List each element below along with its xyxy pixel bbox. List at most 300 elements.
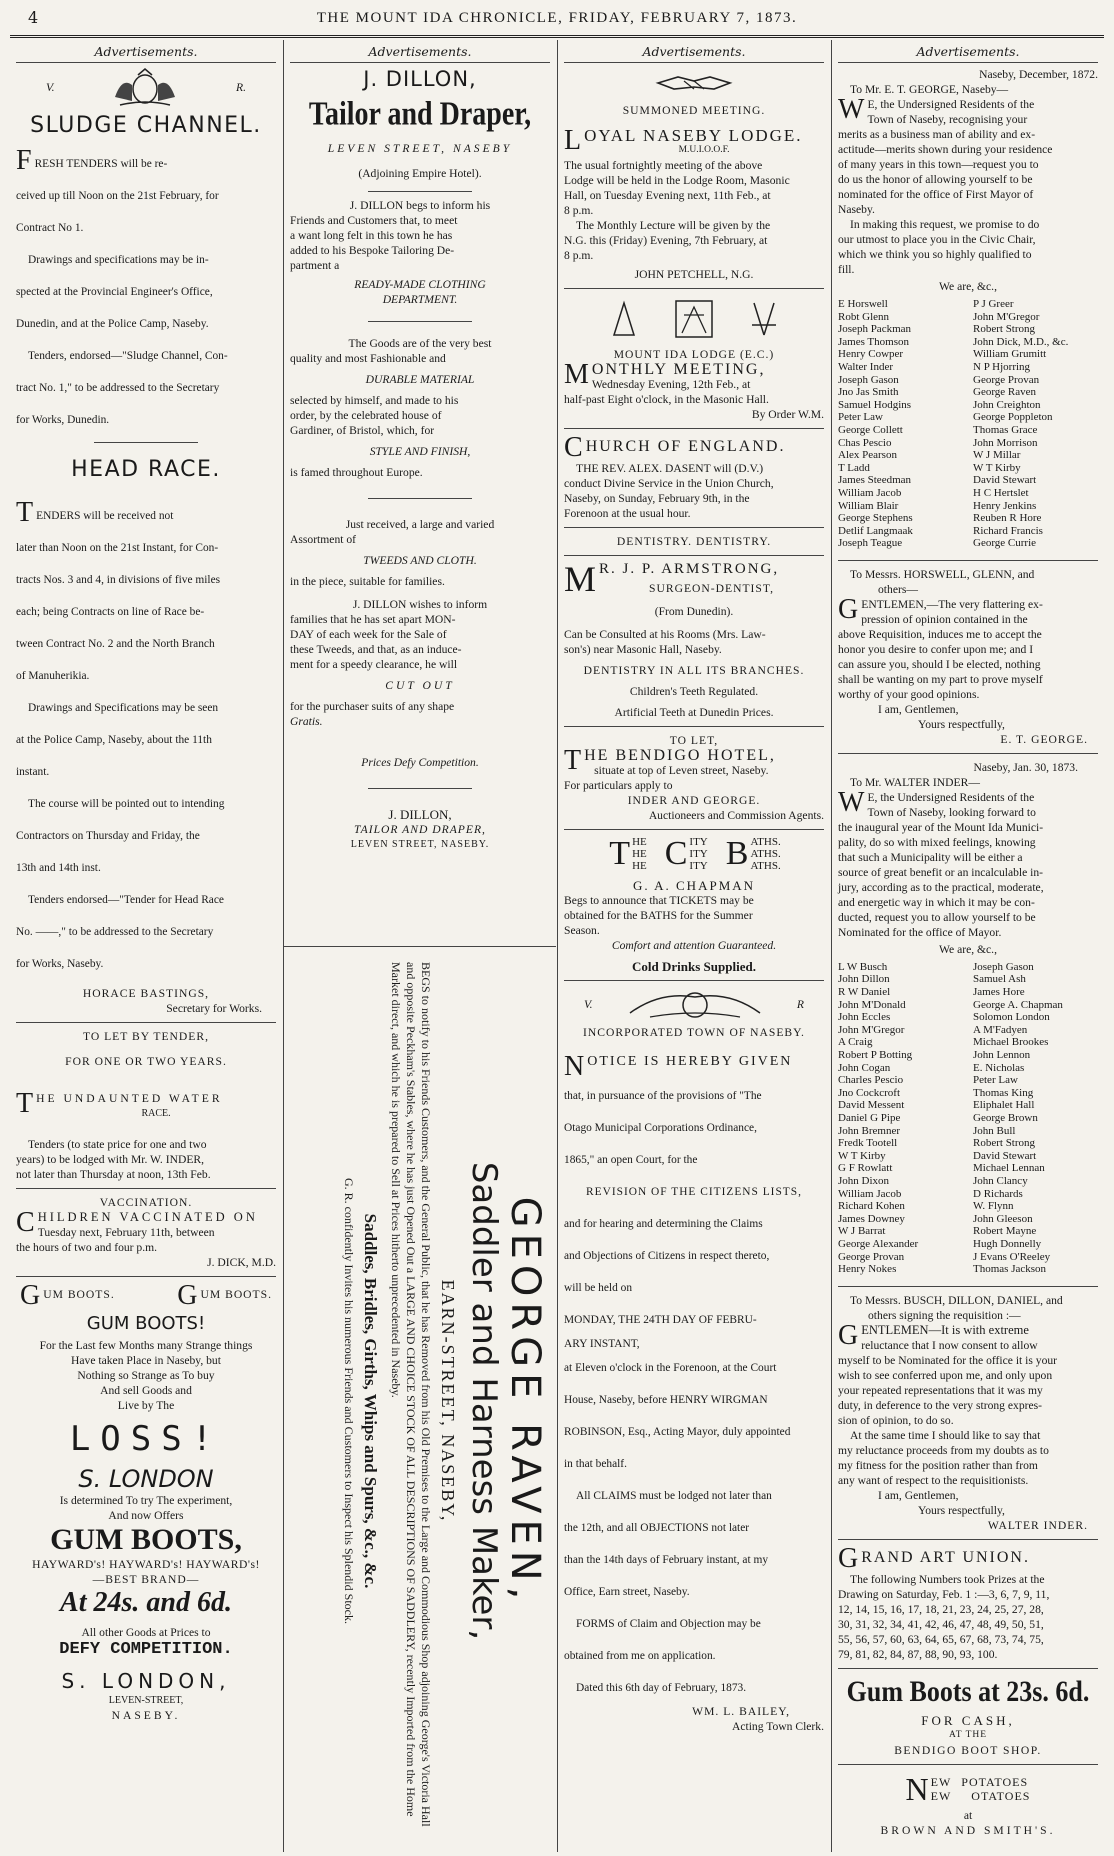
masthead: [10, 4, 1104, 38]
signatory-name: Alex Pearson: [838, 449, 897, 462]
divider: [838, 753, 1098, 754]
church-title: HURCH OF ENGLAND.: [585, 438, 786, 455]
gum-boots-headline: GUM BOOTS,: [50, 1523, 242, 1556]
column-heading: Advertisements.: [838, 40, 1098, 63]
ad-line: Naseby.: [838, 203, 875, 216]
ad-line: than the 14th days of February instant, at my: [564, 1554, 769, 1566]
notice-title: OTICE IS HEREBY GIVEN: [587, 1054, 793, 1069]
signature: J. DICK, M.D.: [207, 1256, 276, 1269]
dentist-name: R. J. P. ARMSTRONG,: [599, 561, 780, 577]
signatory-name: William Jacob: [838, 1187, 902, 1200]
ad-line: Drawings and specifications may be in-: [28, 254, 209, 266]
divider: [564, 555, 824, 556]
drop-cap: G: [20, 1280, 41, 1311]
style-and-finish: STYLE AND FINISH,: [369, 445, 471, 458]
signature: JOHN PETCHELL, N.G.: [634, 268, 754, 281]
signatory-name: Thomas Jackson: [973, 1263, 1047, 1276]
signatory-name: John M'Gregor: [838, 1023, 905, 1036]
ad-line: not later than Thursday at noon, 13th Feb.: [16, 1168, 211, 1181]
ad-line: 8 p.m.: [564, 249, 594, 262]
signatory-name: Peter Law: [838, 411, 883, 424]
signatory-name: John Morrison: [973, 436, 1038, 449]
signatory-name: E Horswell: [838, 298, 888, 310]
to-let-ad: [16, 1029, 276, 1182]
ad-line: spected at the Provincial Engineer's Office,: [16, 286, 213, 298]
ad-line: honor you desire to confer upon me; and I: [838, 642, 1034, 656]
ad-line: pression of opinion contained in the: [861, 612, 1028, 626]
gum-boots-head: UM BOOTS.: [43, 1288, 115, 1301]
ad-line: son's) near Masonic Hall, Naseby.: [564, 643, 722, 656]
ad-line: Friends and Customers that, to meet: [290, 214, 458, 227]
dentist-ad: [564, 534, 824, 720]
signatory-name: John Dick, M.D., &c.: [973, 335, 1069, 348]
ad-line: Dated this 6th day of February, 1873.: [576, 1682, 747, 1694]
signatory-name: W J Barrat: [838, 1225, 886, 1238]
ad-line: 13th and 14th inst.: [16, 862, 101, 874]
signatory-name: D Richards: [973, 1187, 1023, 1200]
dillon-sign: LEVEN STREET, NASEBY.: [350, 839, 490, 850]
ad-line: Begs to announce that TICKETS may be: [564, 894, 754, 907]
signatory-name: Thomas Grace: [973, 423, 1038, 436]
signatory-name: Joseph Teague: [838, 537, 903, 550]
vaccination-title: VACCINATION.: [99, 1196, 193, 1209]
signatories: [838, 961, 1098, 1276]
incorporated-town: INCORPORATED TOWN OF NASEBY.: [583, 1026, 805, 1039]
dillon-adjoining: (Adjoining Empire Hotel).: [358, 167, 482, 180]
baths-word: ATHS.: [750, 848, 781, 860]
divider: [368, 321, 472, 322]
ad-line: partment a: [290, 259, 340, 272]
baths-ad: [564, 836, 824, 974]
ad-line: E, the Undersigned Residents of the: [867, 98, 1035, 111]
lodge-sub: M.U.I.O.O.F.: [678, 145, 730, 155]
column-3: [558, 40, 830, 1852]
ad-line: a want long felt in this town he has: [290, 229, 453, 242]
signatory-name: J Evans O'Reeley: [973, 1250, 1051, 1263]
divider: [838, 1286, 1098, 1287]
drop-cap: T: [564, 745, 582, 776]
signatory-name: John Clancy: [973, 1174, 1028, 1187]
ad-line: tween Contract No. 2 and the North Branch: [16, 638, 215, 650]
signatory-name: Eliphalet Hall: [973, 1099, 1035, 1112]
ad-line: each; being Contracts on line of Race be-: [16, 606, 205, 618]
ad-line: worthy of your good opinions.: [838, 687, 980, 701]
signatory-name: Samuel Hodgins: [838, 398, 912, 411]
to-let-title: TO LET BY TENDER,: [82, 1030, 210, 1043]
chapman-name: G. A. CHAPMAN: [632, 878, 756, 893]
ad-line: pality, do so with mixed feelings, knowing: [838, 835, 1036, 849]
ad-line: Otago Municipal Corporations Ordinance,: [564, 1122, 757, 1134]
dillon-street: LEVEN STREET, NASEBY: [327, 142, 513, 155]
crest-letter-v: V.: [46, 80, 55, 94]
reply-to: others signing the requisition :—: [868, 1308, 1021, 1322]
at-the: AT THE: [948, 1729, 988, 1740]
we-are: We are, &c.,: [939, 942, 997, 956]
signatory-name: Robert Mayne: [973, 1225, 1037, 1238]
mount-ida-lodge: MOUNT IDA LODGE (E.C.): [613, 348, 775, 361]
ad-line: that, in pursuance of the provisions of "The: [564, 1090, 762, 1102]
ad-line: Have taken Place in Naseby, but: [71, 1354, 221, 1367]
handshake-icon: [654, 67, 734, 97]
ad-line: For particulars apply to: [564, 779, 673, 792]
ad-line: The following Numbers took Prizes at the: [850, 1572, 1045, 1586]
signatory-name: George Provan: [973, 373, 1040, 386]
price-headline: At 24s. and 6d.: [60, 1587, 232, 1618]
signatory-name: W J Millar: [973, 449, 1021, 462]
signatory-name: Robert Strong: [973, 323, 1036, 336]
signatory-name: Charles Pescio: [838, 1074, 904, 1087]
signatory-name: Chas Pescio: [838, 436, 892, 449]
cold-drinks: Cold Drinks Supplied.: [632, 959, 756, 974]
ad-line: our utmost to place you in the Civic Chair,: [838, 233, 1036, 246]
ad-line: Is determined To try The experiment,: [59, 1494, 233, 1507]
divider: [564, 726, 824, 727]
ad-line: myself to be Nominated for the office it is your: [838, 1353, 1058, 1367]
ad-line: your repeated representations that it was my: [838, 1383, 1043, 1397]
vaccination-ad: [16, 1195, 276, 1270]
gum-boots-ad: [16, 1280, 276, 1723]
drop-cap: W: [838, 786, 865, 818]
ad-line: that such a Municipality will be either a: [838, 850, 1023, 864]
signatory-name: William Grumitt: [973, 348, 1047, 361]
signatory-name: John Eccles: [838, 1011, 891, 1024]
ad-line: FORMS of Claim and Objection may be: [576, 1618, 761, 1630]
ad-line: for the purchaser suits of any shape: [290, 700, 455, 713]
ad-line: The Monthly Lecture will be given by the: [576, 219, 771, 232]
signatory-name: John M'Donald: [838, 998, 906, 1011]
gum-boots-23-ad: [838, 1674, 1098, 1758]
comfort-line: Comfort and attention Guaranteed.: [611, 939, 777, 952]
ad-line: REVISION OF THE CITIZENS LISTS,: [586, 1186, 802, 1198]
ad-line: MONDAY, THE 24TH DAY OF FEBRU-: [564, 1314, 757, 1326]
ad-line: For the Last few Months many Strange things: [39, 1339, 253, 1352]
req-date: Naseby, Jan. 30, 1873.: [973, 760, 1078, 774]
divider: [838, 560, 1098, 561]
baths-word: HE: [632, 848, 647, 860]
big-letter: T: [609, 835, 631, 872]
ad-line: reluctance that I now consent to allow: [861, 1338, 1038, 1352]
ad-line: Tenders (to state price for one and two: [28, 1138, 207, 1151]
ad-line: Hall, on Tuesday Evening next, 11th Feb., at: [564, 189, 771, 202]
drop-cap: G: [838, 1319, 859, 1351]
signatory-name: Detlif Langmaak: [838, 524, 913, 537]
ad-line: years) to be lodged with Mr. W. INDER,: [16, 1153, 205, 1166]
ad-line: In making this request, we promise to do: [850, 218, 1040, 231]
raven-name: GEORGE RAVEN,: [502, 1196, 548, 1606]
signatory-name: Fredk Tootell: [838, 1137, 898, 1150]
potatoes-word: EW: [930, 1775, 952, 1790]
closing: I am, Gentlemen,: [878, 702, 959, 716]
to-let: TO LET,: [669, 734, 719, 747]
closing: Yours respectfully,: [918, 717, 1005, 731]
ad-line: any want of respect to the requisitionists.: [838, 1473, 1029, 1487]
dentistry-branches: DENTISTRY IN ALL ITS BRANCHES.: [583, 664, 805, 677]
raven-street: EARN-STREET, NASEBY,: [438, 1279, 458, 1523]
masonic-ad: [564, 295, 824, 422]
ad-line: families that he has set apart MON-: [290, 613, 456, 626]
ad-line: at Eleven o'clock in the Forenoon, at the Court: [564, 1362, 777, 1374]
closing: I am, Gentlemen,: [878, 1488, 959, 1502]
agents: Auctioneers and Commission Agents.: [648, 809, 824, 822]
drop-cap: G: [838, 1542, 859, 1574]
ad-line: ARY INSTANT,: [564, 1338, 640, 1350]
column-heading: Advertisements.: [290, 40, 550, 63]
signatory-name: John Gleeson: [973, 1212, 1033, 1225]
signatory-name: A Craig: [838, 1036, 873, 1049]
signatory-name: George Alexander: [838, 1237, 919, 1250]
signatory-name: John M'Gregor: [973, 310, 1040, 323]
signature: WALTER INDER.: [987, 1518, 1088, 1532]
ad-line: The course will be pointed out to intending: [28, 798, 225, 810]
signatory-name: James Thomson: [838, 335, 909, 348]
ad-line: Forenoon at the usual hour.: [564, 507, 691, 520]
drop-cap: N: [564, 1051, 585, 1082]
ad-line: instant.: [16, 766, 50, 778]
divider: [368, 788, 472, 789]
dentist-sub: SURGEON-DENTIST,: [649, 582, 774, 595]
tweeds-and-cloth: TWEEDS AND CLOTH.: [363, 554, 477, 567]
ad-line: Artificial Teeth at Dunedin Prices.: [614, 706, 774, 719]
hayward-line: HAYWARD's! HAYWARD's! HAYWARD's!: [32, 1558, 260, 1571]
ad-line: actitude—merits shown during your residence: [838, 143, 1053, 156]
gratis: Gratis.: [290, 715, 323, 728]
potatoes-word: OTATOES: [971, 1789, 1031, 1804]
town-line: NASEBY.: [111, 1709, 181, 1722]
divider: [564, 980, 824, 981]
s-london-sign: S. LONDON,: [61, 1669, 231, 1693]
ad-line: for Works, Naseby.: [16, 958, 104, 970]
ad-line: Children's Teeth Regulated.: [629, 685, 759, 698]
divider: [284, 946, 556, 947]
potatoes-word: EW: [930, 1789, 952, 1804]
signatory-name: W T Kirby: [973, 461, 1021, 474]
ad-line: the hours of two and four p.m.: [16, 1241, 158, 1254]
ad-line: conduct Divine Service in the Union Church,: [564, 477, 774, 490]
vaccination-head: HILDREN VACCINATED ON: [37, 1210, 258, 1224]
signature: HORACE BASTINGS,: [82, 987, 210, 1000]
ad-line: All other Goods at Prices to: [81, 1626, 211, 1639]
signatory-name: George Poppleton: [973, 411, 1053, 424]
royal-crest-icon: [620, 987, 770, 1021]
lodge-title: OYAL NASEBY LODGE.: [584, 126, 803, 145]
ad-line: Assortment of: [290, 533, 357, 546]
ad-line: RESH TENDERS will be re-: [34, 158, 168, 170]
ad-line: will be held on: [564, 1282, 633, 1294]
ad-line: half-past Eight o'clock, in the Masonic Hall.: [564, 393, 769, 406]
ad-line: Naseby, on Sunday, February 9th, in the: [564, 492, 750, 505]
ad-line: my fitness for the position rather than from: [838, 1458, 1038, 1472]
gum-boots-23-title: Gum Boots at 23s. 6d.: [846, 1674, 1090, 1708]
big-letter: C: [664, 835, 688, 872]
signatory-name: Henry Cowper: [838, 348, 904, 361]
drop-cap: C: [564, 432, 583, 463]
ad-line: duty, in deference to the very strong expres-: [838, 1398, 1042, 1412]
bendigo-title: HE BENDIGO HOTEL,: [584, 747, 776, 764]
dillon-sign: TAILOR AND DRAPER,: [354, 823, 486, 836]
masthead-title: THE MOUNT IDA CHRONICLE, FRIDAY, FEBRUARY 7, 1873.: [316, 10, 798, 26]
ad-line: Season.: [564, 924, 600, 937]
ad-line: for Works, Dunedin.: [16, 414, 110, 426]
signatory-name: Samuel Ash: [973, 973, 1026, 986]
ad-line: J. DILLON begs to inform his: [349, 199, 491, 212]
signatory-name: George A. Chapman: [973, 998, 1063, 1011]
drop-cap: M: [564, 359, 589, 390]
column-heading: Advertisements.: [564, 40, 824, 63]
ad-line: 1865," an open Court, for the: [564, 1154, 698, 1166]
signatory-name: William Blair: [838, 499, 899, 512]
ad-line: 12, 14, 15, 16, 17, 18, 21, 23, 24, 25, 27, 28,: [838, 1602, 1044, 1616]
we-are: We are, &c.,: [939, 280, 997, 293]
street-line: LEVEN-STREET,: [108, 1695, 184, 1706]
ad-line: Office, Earn street, Naseby.: [564, 1586, 690, 1598]
ad-line: Dunedin, and at the Police Camp, Naseby.: [16, 318, 209, 330]
req-date: Naseby, December, 1872.: [979, 68, 1098, 81]
ad-line: Live by The: [117, 1399, 175, 1412]
sludge-channel-ad: [16, 67, 276, 436]
ad-line: sion of opinion, to do so.: [838, 1413, 954, 1427]
signatories: [838, 298, 1098, 550]
ad-line: Tenders, endorsed—"Sludge Channel, Con-: [28, 350, 228, 362]
signatory-name: Michael Lennan: [973, 1162, 1045, 1175]
ad-line: Town of Naseby, looking forward to: [867, 805, 1036, 819]
ad-line: tracts Nos. 3 and 4, in divisions of five miles: [16, 574, 221, 586]
divider: [564, 527, 824, 528]
signatory-name: John Lennon: [973, 1049, 1031, 1062]
divider: [564, 288, 824, 289]
signatory-name: P J Greer: [973, 298, 1014, 310]
ad-line: ENTLEMEN,—The very flattering ex-: [861, 597, 1043, 611]
signatory-name: Solomon London: [973, 1011, 1050, 1024]
ad-line: added to his Bespoke Tailoring De-: [290, 244, 455, 257]
loss-title: LOSS!: [69, 1419, 223, 1459]
ad-line: of many years in this town—request you to: [838, 158, 1039, 171]
art-union-title: RAND ART UNION.: [861, 1548, 1030, 1566]
ad-line: Contractors on Thursday and Friday, the: [16, 830, 200, 842]
signatory-name: John Dillon: [838, 973, 890, 986]
dillon-ad: [290, 67, 550, 852]
signatory-name: John Creighton: [973, 398, 1041, 411]
signatory-name: Richard Kohen: [838, 1200, 905, 1213]
crest-letter-r: R: [796, 997, 804, 1011]
signatory-name: Robert P Botting: [838, 1049, 913, 1062]
signatory-name: Robt Glenn: [838, 310, 890, 323]
signature-title: Acting Town Clerk.: [731, 1720, 824, 1733]
big-letter: N: [905, 1770, 929, 1807]
reply-to: others—: [878, 582, 918, 596]
signature-title: Secretary for Works.: [166, 1002, 262, 1015]
ad-line: 55, 56, 57, 60, 63, 64, 65, 67, 68, 73, 74, 75,: [838, 1632, 1044, 1646]
column-1: [10, 40, 282, 1852]
signatory-name: Jno Cockcroft: [838, 1086, 901, 1099]
signatory-name: David Stewart: [973, 1149, 1037, 1162]
signatory-name: George Provan: [838, 1250, 905, 1263]
signatory-name: Jno Jas Smith: [838, 386, 899, 399]
ad-line: Town of Naseby, recognising your: [867, 113, 1028, 126]
for-cash: FOR CASH,: [921, 1712, 1015, 1728]
ad-line: Nominated for the office of Mayor.: [838, 925, 1002, 939]
signatory-name: Thomas King: [973, 1086, 1034, 1099]
closing: Yours respectfully,: [918, 1503, 1005, 1517]
drop-cap: T: [16, 1088, 34, 1119]
ad-line: N.G. this (Friday) Evening, 7th February, at: [564, 234, 768, 247]
ad-line: Drawings and Specifications may be seen: [28, 702, 219, 714]
signatory-name: W T Kirby: [838, 1149, 886, 1162]
divider: [16, 1188, 276, 1189]
baths-word: ATHS.: [750, 836, 781, 848]
signatory-name: Walter Inder: [838, 360, 893, 373]
dillon-name: J. DILLON,: [363, 67, 477, 91]
signatory-name: John Bull: [973, 1124, 1016, 1137]
signatory-name: Henry Jenkins: [973, 499, 1037, 512]
ad-line: obtained for the BATHS for the Summer: [564, 909, 753, 922]
signatory-name: Henry Nokes: [838, 1263, 897, 1276]
s-london-title: S. LONDON: [78, 1465, 214, 1493]
divider: [838, 1539, 1098, 1540]
ad-line: J. DILLON wishes to inform: [352, 598, 488, 611]
ad-line: 79, 81, 82, 84, 87, 88, 90, 93, 100.: [838, 1647, 998, 1661]
ad-line: Nothing so Strange as To buy: [77, 1369, 215, 1382]
ad-line: later than Noon on the 21st Instant, for Con-: [16, 542, 219, 554]
column-heading: Advertisements.: [16, 40, 276, 63]
gum-boots-title: GUM BOOTS!: [86, 1313, 206, 1334]
ad-line: and for hearing and determining the Claims: [564, 1218, 763, 1230]
signatory-name: George Stephens: [838, 512, 913, 525]
ad-line: E, the Undersigned Residents of the: [867, 790, 1035, 804]
ad-line: of Manuherikia.: [16, 670, 90, 682]
water-race-title: HE UNDAUNTED WATER: [36, 1092, 223, 1105]
ad-line: these Tweeds, and that, as an induce-: [290, 643, 462, 656]
ad-line: at the Police Camp, Naseby, about the 11th: [16, 734, 212, 746]
raven-trade: Saddler and Harness Maker,: [464, 1161, 504, 1641]
divider: [16, 1276, 276, 1277]
signatory-name: H C Hertslet: [973, 486, 1029, 499]
ad-line: fill.: [838, 263, 855, 276]
baths-word: ATHS.: [750, 860, 781, 872]
ad-line: order, by the celebrated house of: [290, 409, 442, 422]
masonic-emblem-icon: [594, 295, 794, 343]
requisition-george: [838, 67, 1098, 550]
firm: BROWN AND SMITH'S.: [880, 1823, 1056, 1837]
george-raven-ad: [284, 950, 556, 1852]
ad-line: Tuesday next, February 11th, between: [37, 1226, 215, 1239]
ad-line: And sell Goods and: [100, 1384, 192, 1397]
baths-word: HE: [632, 836, 647, 848]
ad-line: At the same time I should like to say that: [850, 1428, 1041, 1442]
ad-line: Drawing on Saturday, Feb. 1 :—3, 6, 7, 9, 11,: [838, 1587, 1050, 1601]
water-race-sub: RACE.: [141, 1108, 171, 1119]
ad-line: Can be Consulted at his Rooms (Mrs. Law-: [564, 628, 766, 641]
ad-line: Tenders endorsed—"Tender for Head Race: [28, 894, 224, 906]
prices-defy: Prices Defy Competition.: [361, 756, 479, 769]
ad-line: quality and most Fashionable and: [290, 352, 446, 365]
ad-line: the inaugural year of the Mount Ida Munici-: [838, 820, 1044, 834]
ad-line: jury, according as to the practical, moderate,: [838, 880, 1044, 894]
ad-line: All CLAIMS must be lodged not later than: [576, 1490, 772, 1502]
dillon-trade: Tailor and Draper,: [308, 95, 532, 133]
potatoes-word: POTATOES: [961, 1775, 1029, 1790]
signatory-name: George Brown: [973, 1112, 1038, 1124]
signatory-name: A M'Fadyen: [973, 1023, 1028, 1036]
drop-cap: C: [16, 1207, 35, 1238]
signatory-name: Reuben R Hore: [973, 512, 1042, 525]
to-let-subtitle: FOR ONE OR TWO YEARS.: [65, 1055, 227, 1068]
signatory-name: John Bremner: [838, 1124, 901, 1137]
baths-word: ITY: [689, 848, 708, 860]
ad-line: merits as a business man of ability and ex-: [838, 128, 1036, 141]
ad-line: 30, 31, 32, 34, 41, 42, 46, 47, 48, 49, 50, 51,: [838, 1617, 1044, 1631]
baths-word: HE: [632, 860, 647, 872]
signatory-name: Joseph Gason: [838, 373, 899, 386]
